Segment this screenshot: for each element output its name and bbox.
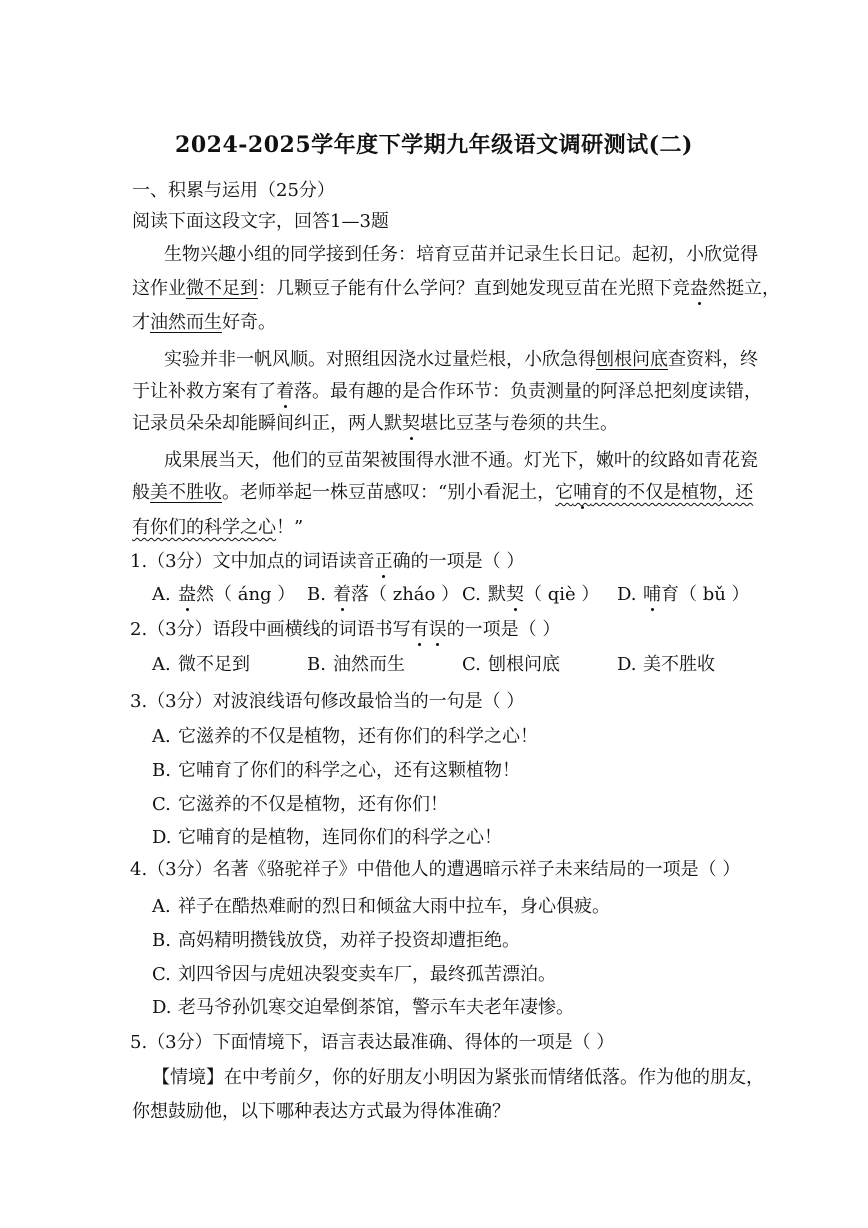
dotted-char: 着 [333,584,351,605]
option-word: 默 [488,584,506,605]
text-span: 然挺立， [708,278,780,299]
option-b[interactable] [152,926,520,952]
option-letter: C. [152,964,171,985]
text-span: 育的不仅是植物，还 [591,482,754,503]
option-d[interactable] [617,580,772,606]
underlined-word: 油然而生 [150,312,222,333]
underlined-word: 美不胜收 [150,482,222,503]
option-text: 它哺育的是植物，连同你们的科学之心！ [178,827,502,848]
option-pinyin: （ bǔ ） [679,584,750,605]
option-letter: B. [307,584,326,605]
option-text: 它哺育了你们的科学之心，还有这颗植物！ [178,760,520,781]
text-span: 般 [132,482,150,503]
passage-p1-line2 [132,274,780,300]
option-letter: C. [462,584,481,605]
option-text: 老马爷孙饥寒交迫晕倒茶馆，警示车夫老年凄惨。 [178,997,574,1018]
option-b[interactable] [307,650,462,676]
text-span: 才 [132,312,150,333]
text-span: 1.（3分）文中加点的词语读音 [130,551,375,572]
option-a[interactable] [152,580,307,606]
wavy-underlined-text [555,482,753,503]
option-c[interactable] [462,650,617,676]
option-letter: A. [152,584,171,605]
option-text: 刘四爷因与虎妞决裂变卖车厂，最终孤苦漂泊。 [178,964,556,985]
exam-title: 2024-2025学年度下学期九年级语文调研测试(二) [175,132,693,158]
option-pinyin: （ qiè ） [524,584,600,605]
option-letter: D. [152,997,172,1018]
option-text: 高妈精明攒钱放贷，劝祥子投资却遭拒绝。 [178,930,520,951]
dotted-char: 有 [410,619,429,640]
question-2-options [152,650,772,676]
text-span: 确 [392,551,411,572]
option-letter: C. [462,654,481,675]
text-span: 落。最有趣的是合作环节：负责测量的阿泽总把刻度读错， [294,381,762,402]
text-span: 记录员朵朵却能瞬间纠正，两人默 [132,413,402,434]
text-span: 的一项是（ ） [410,551,525,572]
text-span: 于让补救方案有了 [132,381,276,402]
option-word: 育 [661,584,679,605]
underlined-word: 刨根问底 [596,349,668,370]
option-text: 刨根问底 [488,654,560,675]
dotted-char: 着 [276,381,294,402]
wavy-underlined-text: 有你们的科学之心 [132,517,276,538]
option-b[interactable] [307,580,462,606]
question-5-context-line1: 【情境】在中考前夕，你的好朋友小明因为紧张而情绪低落。作为他的朋友， [152,1067,764,1088]
option-pinyin: （ áng ） [214,584,296,605]
dotted-char: 盎 [690,278,708,299]
text-span: 堪比豆茎与卷须的共生。 [420,413,618,434]
option-text: 油然而生 [333,654,405,675]
option-letter: B. [152,930,171,951]
text-span: 2.（3分）语段中画横线的词语书写 [130,619,411,640]
text-span: 实验并非一帆风顺。对照组因浇水过量烂根，小欣急得 [164,349,596,370]
option-letter: A. [152,654,171,675]
passage-p3-line3 [132,513,303,539]
dotted-char: 正 [374,551,393,572]
option-letter: B. [152,760,171,781]
option-letter: D. [152,827,172,848]
dotted-char: 盎 [178,584,196,605]
passage-p3-line2 [132,478,753,504]
option-pinyin: （ zháo ） [369,584,460,605]
text-span: 查资料，终 [668,349,758,370]
text-span: 它 [555,482,574,503]
question-5-stem: 5.（3分）下面情境下，语言表达最准确、得体的一项是（ ） [130,1032,615,1053]
text-span: ！” [276,517,304,538]
option-letter: A. [152,896,171,917]
option-text: 祥子在酷热难耐的烈日和倾盆大雨中拉车，身心俱疲。 [178,896,610,917]
option-letter: B. [307,654,326,675]
text-span: 的一项是（ ） [446,619,561,640]
passage-p3-line1: 成果展当天，他们的豆苗架被围得水泄不通。灯光下，嫩叶的纹路如青花瓷 [164,450,758,471]
reading-instruction: 阅读下面这段文字，回答1—3题 [132,211,389,232]
option-text: 它滋养的不仅是植物，还有你们的科学之心！ [178,726,538,747]
question-3-stem: 3.（3分）对波浪线语句修改最恰当的一句是（ ） [130,691,525,712]
option-letter: A. [152,726,171,747]
question-2-stem [130,615,560,641]
dotted-char: 哺 [643,584,661,605]
option-a[interactable] [152,650,307,676]
passage-p2-line3 [132,409,618,435]
option-c[interactable] [462,580,617,606]
passage-p2-line1 [164,345,758,371]
dotted-char: 哺 [573,482,592,503]
dotted-char: 契 [506,584,524,605]
option-d[interactable] [152,993,574,1019]
option-b[interactable] [152,756,520,782]
text-span: 这作业 [132,278,186,299]
section-heading: 一、积累与运用（25分） [132,180,335,201]
dotted-char: 契 [402,413,420,434]
question-5-context-line2: 你想鼓励他，以下哪种表达方式最为得体准确？ [132,1101,510,1122]
option-text: 微不足到 [178,654,250,675]
option-c[interactable] [152,790,448,816]
option-word: 落 [351,584,369,605]
option-word: 然 [196,584,214,605]
option-a[interactable] [152,722,538,748]
underlined-word: 微不足到 [186,278,258,299]
option-a[interactable] [152,892,610,918]
passage-p2-line2 [132,377,762,403]
text-span: ：几颗豆子能有什么学问？直到她发现豆苗在光照下竞 [258,278,690,299]
question-1-options [152,580,772,606]
dotted-char: 误 [428,619,447,640]
option-d[interactable] [152,823,502,849]
option-text: 它滋养的不仅是植物，还有你们！ [178,794,448,815]
passage-p1-line1: 生物兴趣小组的同学接到任务：培育豆苗并记录生长日记。起初，小欣觉得 [164,244,758,265]
option-text: 美不胜收 [643,654,715,675]
option-letter: C. [152,794,171,815]
option-d[interactable] [617,650,772,676]
option-c[interactable] [152,960,556,986]
option-letter: D. [617,584,637,605]
question-4-stem: 4.（3分）名著《骆驼祥子》中借他人的遭遇暗示祥子未来结局的一项是（ ） [130,859,741,880]
question-1-stem [130,547,524,573]
passage-p1-line3 [132,308,276,334]
text-span: 好奇。 [222,312,276,333]
text-span: 。老师举起一株豆苗感叹：“别小看泥土， [222,482,556,503]
option-letter: D. [617,654,637,675]
